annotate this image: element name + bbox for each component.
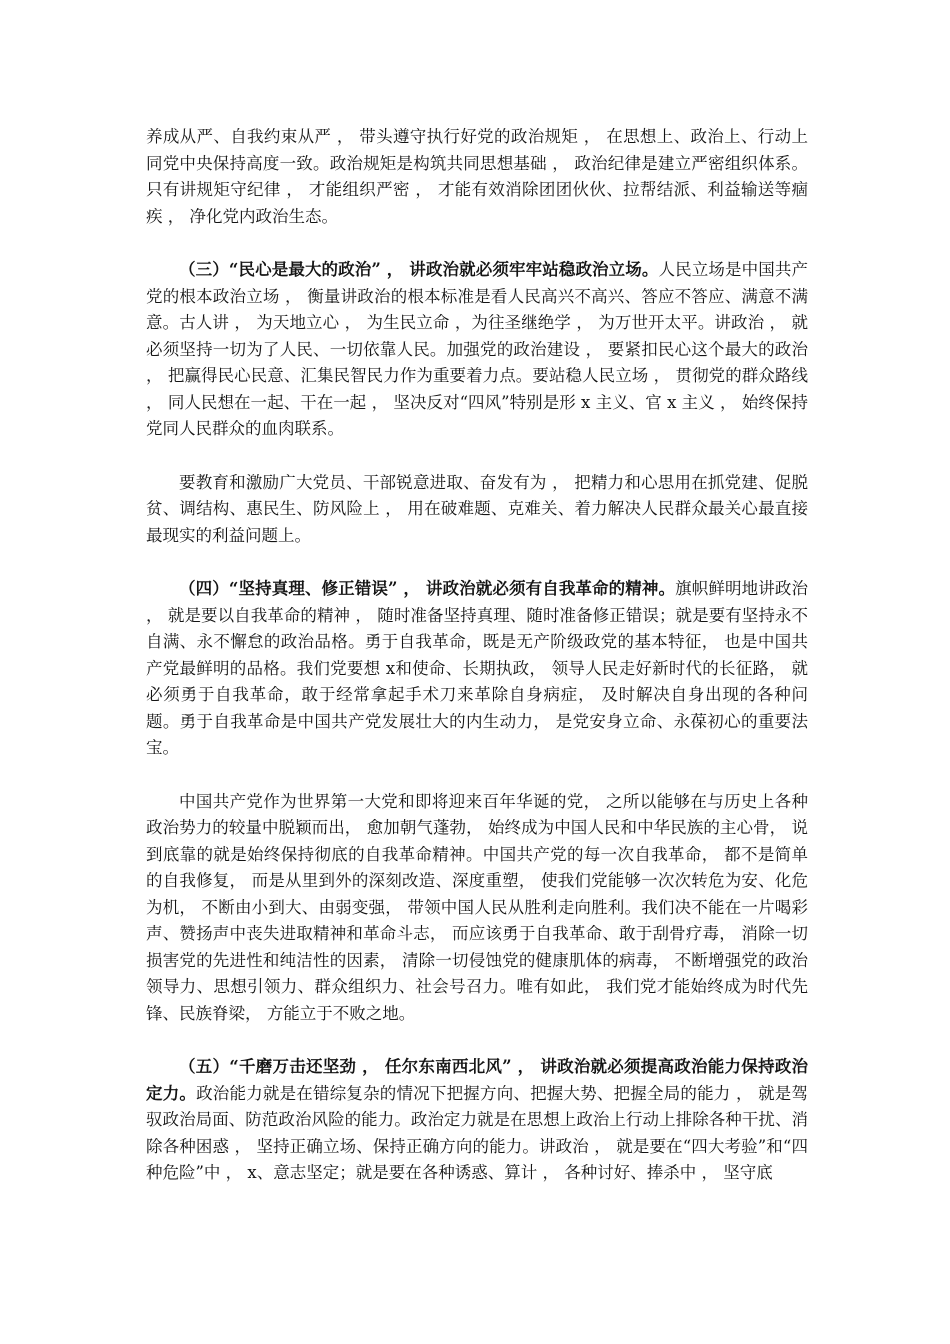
paragraph-5 <box>146 789 808 1028</box>
paragraph-1 <box>146 124 808 230</box>
section-heading-4: （四）“坚持真理、修正错误” ， 讲政治就必须有自我革命的精神。 <box>179 579 676 598</box>
paragraph-4-body: 旗帜鲜明地讲政治 ， 就是要以自我革命的精神 ， 随时准备坚持真理、随时准备修正错误；就是要有坚持永不自满、永不懈怠的政治品格。勇于自我革命，既是无产阶级政党的基本特征， 也是中国共产党最鲜明的品格。我们党要想 x和使命、长期执政， 领导人民走好新时代的长征路， 就必须勇于自我革命，敢于经常拿起手术刀来革除自身病症， 及时解决自身出现的各种问题。勇于自我革命是中国共产党发展壮大的内生动力， 是党安身立命、永葆初心的重要法宝。 <box>146 579 808 757</box>
paragraph-1-body: 养成从严、自我约束从严 ， 带头遵守执行好党的政治规矩 ， 在思想上、政治上、行动上同党中央保持高度一致。政治规矩是构筑共同思想基础 ， 政治纪律是建立严密组织体系。只有讲规矩守纪律 ， 才能组织严密 ， 才能有效消除团团伙伙、拉帮结派、利益输送等痼疾 ， 净化党内政治生态。 <box>146 127 808 226</box>
paragraph-4 <box>146 576 808 762</box>
paragraph-2 <box>146 257 808 443</box>
paragraph-3 <box>146 470 808 550</box>
document-page <box>146 124 808 1214</box>
paragraph-6 <box>146 1054 808 1187</box>
section-heading-5: （五）“千磨万击还坚劲 ， 任尔东南西北风” ， 讲政治就必须提高政治能力保持政治定力。 <box>146 1057 808 1103</box>
paragraph-5-body: 中国共产党作为世界第一大党和即将迎来百年华诞的党， 之所以能够在与历史上各种政治势力的较量中脱颖而出， 愈加朝气蓬勃， 始终成为中国人民和中华民族的主心骨， 说到底靠的就是始终保持彻底的自我革命精神。中国共产党的每一次自我革命， 都不是简单的自我修复， 而是从里到外的深刻改造、深度重塑， 使我们党能够一次次转危为安、化危为机， 不断由小到大、由弱变强， 带领中国人民从胜利走向胜利。我们决不能在一片喝彩声、赞扬声中丧失进取精神和革命斗志， 而应该勇于自我革命、敢于刮骨疗毒， 消除一切损害党的先进性和纯洁性的因素， 清除一切侵蚀党的健康肌体的病毒， 不断增强党的政治领导力、思想引领力、群众组织力、社会号召力。唯有如此， 我们党才能始终成为时代先锋、民族脊梁， 方能立于不败之地。 <box>146 791 808 1023</box>
paragraph-3-body: 要教育和激励广大党员、干部锐意进取、奋发有为 ， 把精力和心思用在抓党建、促脱贫、调结构、惠民生、防风险上 ， 用在破难题、克难关、着力解决人民群众最关心最直接最现实的利益问题上。 <box>146 472 808 545</box>
paragraph-6-body: 政治能力就是在错综复杂的情况下把握方向、把握大势、把握全局的能力 ， 就是驾驭政治局面、防范政治风险的能力。政治定力就是在思想上政治上行动上排除各种干扰、消除各种困惑 ， 坚持正确立场、保持正确方向的能力。讲政治 ， 就是要在“四大考验”和“四种危险”中 ， x、意志坚定；就是要在各种诱惑、算计 ， 各种讨好、捧杀中 ， 坚守底 <box>146 1083 808 1182</box>
paragraph-2-body: 人民立场是中国共产党的根本政治立场 ， 衡量讲政治的根本标准是看人民高兴不高兴、答应不答应、满意不满意。古人讲 ， 为天地立心 ， 为生民立命 ，为往圣继绝学 ， 为万世开太平。讲政治 ， 就必须坚持一切为了人民、一切依靠人民。加强党的政治建设 ， 要紧扣民心这个最大的政治 ， 把赢得民心民意、汇集民智民力作为重要着力点。要站稳人民立场 ， 贯彻党的群众路线 ， 同人民想在一起、干在一起 ， 坚决反对“四风”特别是形 x 主义、官 x 主义 ， 始终保持党同人民群众的血肉联系。 <box>146 260 808 438</box>
section-heading-3: （三）“民心是最大的政治” ， 讲政治就必须牢牢站稳政治立场。 <box>179 260 659 279</box>
